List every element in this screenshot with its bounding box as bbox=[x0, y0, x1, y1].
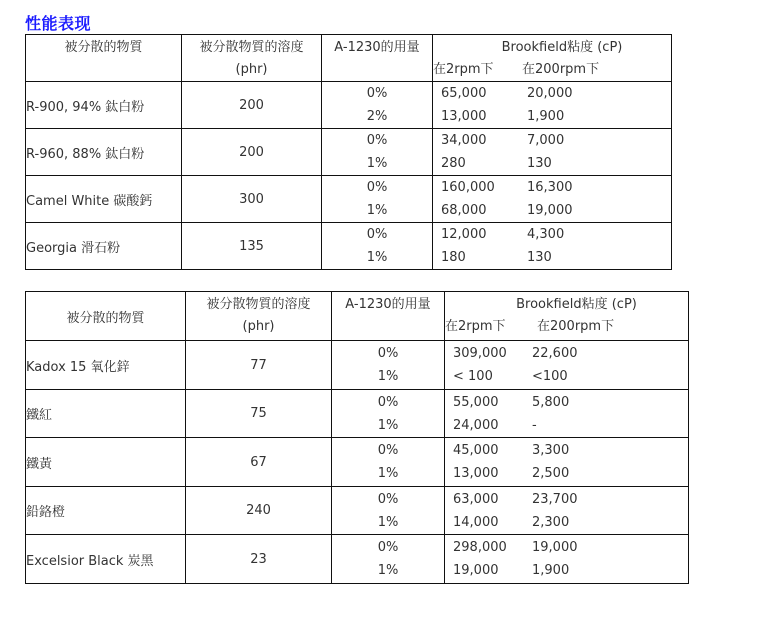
viscosity-2rpm: 298,000 bbox=[453, 540, 507, 555]
viscosity-200rpm: 4,300 bbox=[527, 227, 565, 242]
viscosity-2rpm: 65,000 bbox=[441, 86, 487, 101]
viscosity-cell bbox=[433, 223, 672, 270]
header-material: 被分散的物質 bbox=[26, 292, 186, 341]
viscosity-200rpm: 19,000 bbox=[527, 203, 573, 218]
performance-table-2 bbox=[25, 291, 689, 584]
material-cell: R-900, 94% 鈦白粉 bbox=[26, 82, 182, 129]
viscosity-200rpm: 2,300 bbox=[532, 514, 570, 530]
viscosity-2rpm: 13,000 bbox=[453, 466, 499, 481]
viscosity-2rpm: < 100 bbox=[453, 369, 493, 384]
dosage-value: 0% bbox=[377, 491, 399, 507]
header-loading bbox=[186, 292, 332, 341]
dosage-cell bbox=[322, 176, 433, 223]
material-cell: Excelsior Black 炭黑 bbox=[26, 535, 186, 584]
dosage-value: 1% bbox=[377, 466, 399, 481]
viscosity-2rpm: 63,000 bbox=[453, 491, 499, 507]
header-viscosity-title: Brookfield粘度 (cP) bbox=[516, 297, 637, 312]
viscosity-2rpm: 160,000 bbox=[441, 180, 495, 195]
dosage-value: 2% bbox=[366, 109, 388, 124]
viscosity-cell bbox=[433, 82, 672, 129]
section-title: 性能表现 bbox=[25, 14, 92, 33]
loading-cell: 200 bbox=[182, 82, 322, 129]
viscosity-200rpm: 1,900 bbox=[532, 563, 570, 578]
viscosity-cell bbox=[445, 341, 689, 390]
loading-cell: 75 bbox=[186, 390, 332, 438]
header-loading-line1: 被分散物質的溶度 bbox=[206, 297, 311, 312]
table-row bbox=[26, 82, 672, 129]
material-cell: R-960, 88% 鈦白粉 bbox=[26, 129, 182, 176]
viscosity-2rpm: 24,000 bbox=[453, 417, 499, 433]
dosage-value: 0% bbox=[377, 540, 399, 555]
viscosity-200rpm: 19,000 bbox=[532, 540, 578, 555]
loading-cell: 77 bbox=[186, 341, 332, 390]
table-row bbox=[26, 390, 689, 438]
viscosity-2rpm: 68,000 bbox=[441, 203, 487, 218]
viscosity-cell bbox=[445, 390, 689, 438]
header-dosage: A-1230的用量 bbox=[322, 35, 433, 82]
material-cell: Georgia 滑石粉 bbox=[26, 223, 182, 270]
table-row bbox=[26, 176, 672, 223]
viscosity-2rpm: 309,000 bbox=[453, 346, 507, 361]
viscosity-2rpm: 180 bbox=[441, 250, 466, 265]
header-loading-line1: 被分散物質的溶度 bbox=[199, 40, 304, 55]
dosage-cell bbox=[332, 438, 445, 487]
viscosity-200rpm: <100 bbox=[532, 369, 568, 384]
header-dosage: A-1230的用量 bbox=[332, 292, 445, 341]
table-header-row bbox=[26, 35, 672, 82]
header-material: 被分散的物質 bbox=[26, 35, 182, 82]
viscosity-200rpm: 130 bbox=[527, 250, 552, 265]
dosage-value: 0% bbox=[377, 346, 399, 361]
viscosity-subheaders bbox=[445, 316, 688, 338]
dosage-value: 0% bbox=[377, 394, 399, 410]
dosage-value: 0% bbox=[366, 227, 388, 242]
material-cell: 鐵紅 bbox=[26, 390, 186, 438]
viscosity-cell bbox=[433, 129, 672, 176]
header-viscosity bbox=[433, 35, 672, 82]
viscosity-200rpm: 7,000 bbox=[527, 133, 565, 148]
dosage-value: 0% bbox=[366, 86, 388, 101]
viscosity-200rpm: 5,800 bbox=[532, 394, 570, 410]
viscosity-200rpm: 3,300 bbox=[532, 443, 570, 458]
viscosity-cell bbox=[445, 535, 689, 584]
header-loading bbox=[182, 35, 322, 82]
loading-cell: 300 bbox=[182, 176, 322, 223]
viscosity-200rpm: 130 bbox=[527, 156, 552, 171]
loading-cell: 23 bbox=[186, 535, 332, 584]
viscosity-2rpm: 280 bbox=[441, 156, 466, 171]
dosage-value: 1% bbox=[366, 203, 388, 218]
loading-cell: 240 bbox=[186, 487, 332, 535]
dosage-value: 0% bbox=[377, 443, 399, 458]
dosage-value: 1% bbox=[377, 417, 399, 433]
header-viscosity-title: Brookfield粘度 (cP) bbox=[501, 40, 623, 55]
table-row bbox=[26, 223, 672, 270]
viscosity-2rpm: 19,000 bbox=[453, 563, 499, 578]
dosage-value: 0% bbox=[366, 180, 388, 195]
header-loading-line2: (phr) bbox=[242, 319, 275, 334]
dosage-value: 1% bbox=[377, 563, 399, 578]
material-cell: Kadox 15 氧化鋅 bbox=[26, 341, 186, 390]
viscosity-cell bbox=[445, 487, 689, 535]
viscosity-2rpm: 13,000 bbox=[441, 109, 487, 124]
material-cell: 鉛鉻橙 bbox=[26, 487, 186, 535]
viscosity-2rpm: 34,000 bbox=[441, 133, 487, 148]
material-cell: Camel White 碳酸鈣 bbox=[26, 176, 182, 223]
dosage-cell bbox=[322, 82, 433, 129]
header-viscosity bbox=[445, 292, 689, 341]
viscosity-200rpm: - bbox=[532, 417, 537, 433]
viscosity-cell bbox=[445, 438, 689, 487]
viscosity-200rpm: 2,500 bbox=[532, 466, 570, 481]
performance-table-1 bbox=[25, 34, 672, 270]
loading-cell: 200 bbox=[182, 129, 322, 176]
dosage-value: 1% bbox=[377, 369, 399, 384]
header-loading-line2: (phr) bbox=[235, 62, 268, 77]
viscosity-2rpm: 55,000 bbox=[453, 394, 499, 410]
viscosity-2rpm: 45,000 bbox=[453, 443, 499, 458]
viscosity-200rpm: 22,600 bbox=[532, 346, 578, 361]
viscosity-cell bbox=[433, 176, 672, 223]
table-row bbox=[26, 341, 689, 390]
table-row bbox=[26, 535, 689, 584]
header-rpm200: 在200rpm下 bbox=[522, 62, 600, 77]
dosage-cell bbox=[332, 487, 445, 535]
viscosity-2rpm: 12,000 bbox=[441, 227, 487, 242]
header-rpm2: 在2rpm下 bbox=[433, 62, 494, 77]
dosage-value: 1% bbox=[366, 250, 388, 265]
viscosity-200rpm: 16,300 bbox=[527, 180, 573, 195]
viscosity-subheaders bbox=[433, 59, 671, 81]
table-header-row bbox=[26, 292, 689, 341]
dosage-value: 1% bbox=[377, 514, 399, 530]
viscosity-200rpm: 1,900 bbox=[527, 109, 565, 124]
loading-cell: 135 bbox=[182, 223, 322, 270]
header-rpm2: 在2rpm下 bbox=[445, 319, 506, 334]
viscosity-200rpm: 23,700 bbox=[532, 491, 578, 507]
dosage-cell bbox=[322, 129, 433, 176]
table-row bbox=[26, 129, 672, 176]
viscosity-2rpm: 14,000 bbox=[453, 514, 499, 530]
header-rpm200: 在200rpm下 bbox=[537, 319, 615, 334]
dosage-cell bbox=[332, 341, 445, 390]
dosage-cell bbox=[332, 390, 445, 438]
table-row bbox=[26, 487, 689, 535]
dosage-cell bbox=[332, 535, 445, 584]
table-row bbox=[26, 438, 689, 487]
material-cell: 鐵黃 bbox=[26, 438, 186, 487]
loading-cell: 67 bbox=[186, 438, 332, 487]
dosage-cell bbox=[322, 223, 433, 270]
viscosity-200rpm: 20,000 bbox=[527, 86, 573, 101]
dosage-value: 0% bbox=[366, 133, 388, 148]
dosage-value: 1% bbox=[366, 156, 388, 171]
